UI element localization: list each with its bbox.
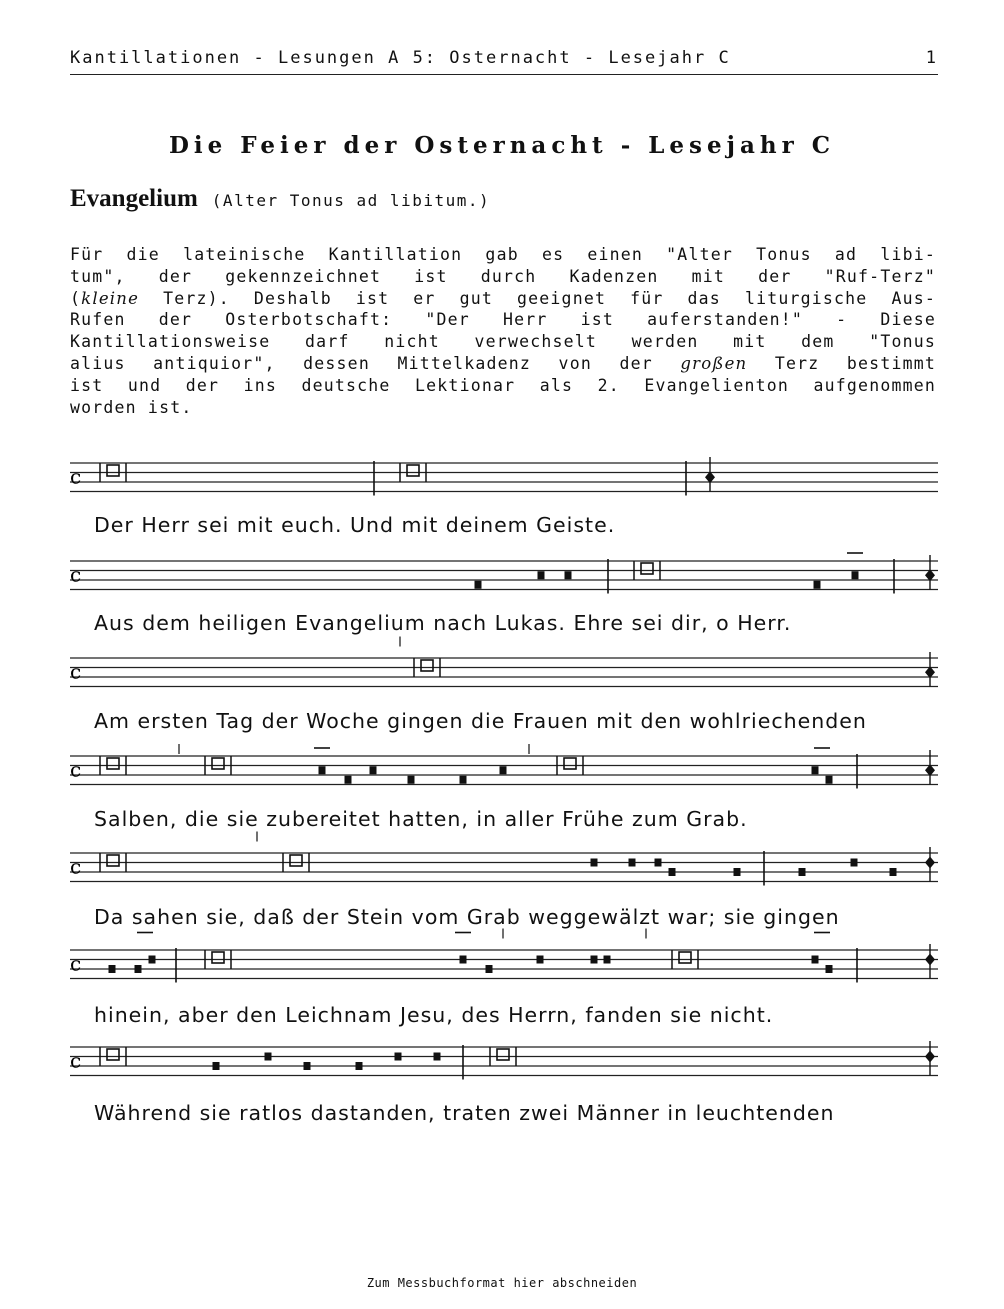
punctum-note (538, 571, 545, 579)
intro-emphasis: kleine (81, 288, 140, 308)
intro-line: ist und der ins deutsche Lektionar als 2. Evangelienton aufgenommen (70, 375, 936, 395)
lyric-line: hinein, aber den Leichnam Jesu, des Herrn, fanden sie nicht. (94, 1003, 774, 1027)
page-number: 1 (925, 48, 938, 68)
c-clef-icon: c (70, 464, 82, 489)
punctum-note (814, 581, 821, 589)
punctum-note (434, 1053, 441, 1061)
c-clef-icon: c (70, 951, 82, 976)
punctum-note (812, 766, 819, 774)
intro-text: alius antiquior", dessen Mittelkadenz von der (70, 353, 681, 373)
c-clef-icon: c (70, 1048, 82, 1073)
punctum-note (486, 965, 493, 973)
punctum-note (669, 868, 676, 876)
intro-line: Rufen der Osterbotschaft: "Der Herr ist auferstanden!" - Diese (70, 310, 936, 330)
punctum-note (799, 868, 806, 876)
punctum-note (356, 1062, 363, 1070)
cut-note: Zum Messbuchformat hier abschneiden (366, 1276, 638, 1290)
c-clef-icon: c (70, 562, 82, 587)
intro-text: Terz bestimmt (747, 353, 936, 373)
intro-line: Kantillationsweise darf nicht verwechselt werden mit dem "Tonus (70, 332, 936, 352)
intro-emphasis: großen (680, 353, 748, 373)
reciting-tone-note (107, 758, 119, 769)
punctum-note (851, 859, 858, 867)
reciting-tone-note (564, 758, 576, 769)
punctum-note (734, 868, 741, 876)
lyric-line: Während sie ratlos dastanden, traten zwei Männer in leuchtenden (94, 1101, 835, 1125)
reciting-tone-note (679, 952, 691, 963)
reciting-tone-note (212, 952, 224, 963)
reciting-tone-note (212, 758, 224, 769)
reciting-tone-note (290, 855, 302, 866)
punctum-note (475, 581, 482, 589)
section-note: (Alter Tonus ad libitum.) (211, 191, 491, 210)
punctum-note (604, 956, 611, 964)
lyric-line: Salben, die sie zubereitet hatten, in aller Frühe zum Grab. (94, 807, 748, 831)
reciting-tone-note (107, 1049, 119, 1060)
punctum-note (395, 1053, 402, 1061)
punctum-note (629, 859, 636, 867)
punctum-note (304, 1062, 311, 1070)
final-note (925, 857, 935, 869)
punctum-note (345, 776, 352, 784)
punctum-note (591, 956, 598, 964)
punctum-note (890, 868, 897, 876)
reciting-tone-note (421, 660, 433, 671)
punctum-note (537, 956, 544, 964)
lyric-line: Der Herr sei mit euch. Und mit deinem Geiste. (94, 513, 616, 537)
lyric-line: Aus dem heiligen Evangelium nach Lukas. Ehre sei dir, o Herr. (94, 611, 792, 635)
reciting-tone-note (107, 855, 119, 866)
punctum-note (565, 571, 572, 579)
running-title: Kantillationen - Lesungen A 5: Osternacht - Lesejahr C (70, 48, 731, 68)
c-clef-icon: c (70, 757, 82, 782)
punctum-note (826, 965, 833, 973)
punctum-note (135, 965, 142, 973)
punctum-note (149, 956, 156, 964)
punctum-note (500, 766, 507, 774)
lyric-line: Da sahen sie, daß der Stein vom Grab weggewälzt war; sie gingen (94, 905, 840, 929)
reciting-tone-note (497, 1049, 509, 1060)
punctum-note (265, 1053, 272, 1061)
intro-line: Für die lateinische Kantillation gab es einen "Alter Tonus ad libi- (70, 245, 936, 264)
reciting-tone-note (641, 563, 653, 574)
c-clef-icon: c (70, 659, 82, 684)
punctum-note (852, 571, 859, 579)
intro-line: tum", der gekennzeichnet ist durch Kadenzen mit der "Ruf-Terz" (70, 266, 936, 286)
punctum-note (370, 766, 377, 774)
reciting-tone-note (107, 465, 119, 476)
punctum-note (460, 956, 467, 964)
punctum-note (213, 1062, 220, 1070)
punctum-note (408, 776, 415, 784)
punctum-note (826, 776, 833, 784)
intro-text: ( (70, 288, 82, 308)
final-note (925, 1051, 935, 1063)
reciting-tone-note (407, 465, 419, 476)
document-title: Die Feier der Osternacht - Lesejahr C (168, 132, 836, 159)
punctum-note (319, 766, 326, 774)
punctum-note (812, 956, 819, 964)
c-clef-icon: c (70, 854, 82, 879)
punctum-note (591, 859, 598, 867)
intro-text: Terz). Deshalb ist er gut geeignet für das liturgische Aus- (139, 288, 936, 308)
section-title: Evangelium (70, 185, 198, 212)
punctum-note (655, 859, 662, 867)
punctum-note (109, 965, 116, 973)
punctum-note (460, 776, 467, 784)
intro-line: worden ist. (70, 397, 193, 417)
final-note (925, 954, 935, 966)
lyric-line: Am ersten Tag der Woche gingen die Frauen mit den wohlriechenden (94, 709, 867, 733)
